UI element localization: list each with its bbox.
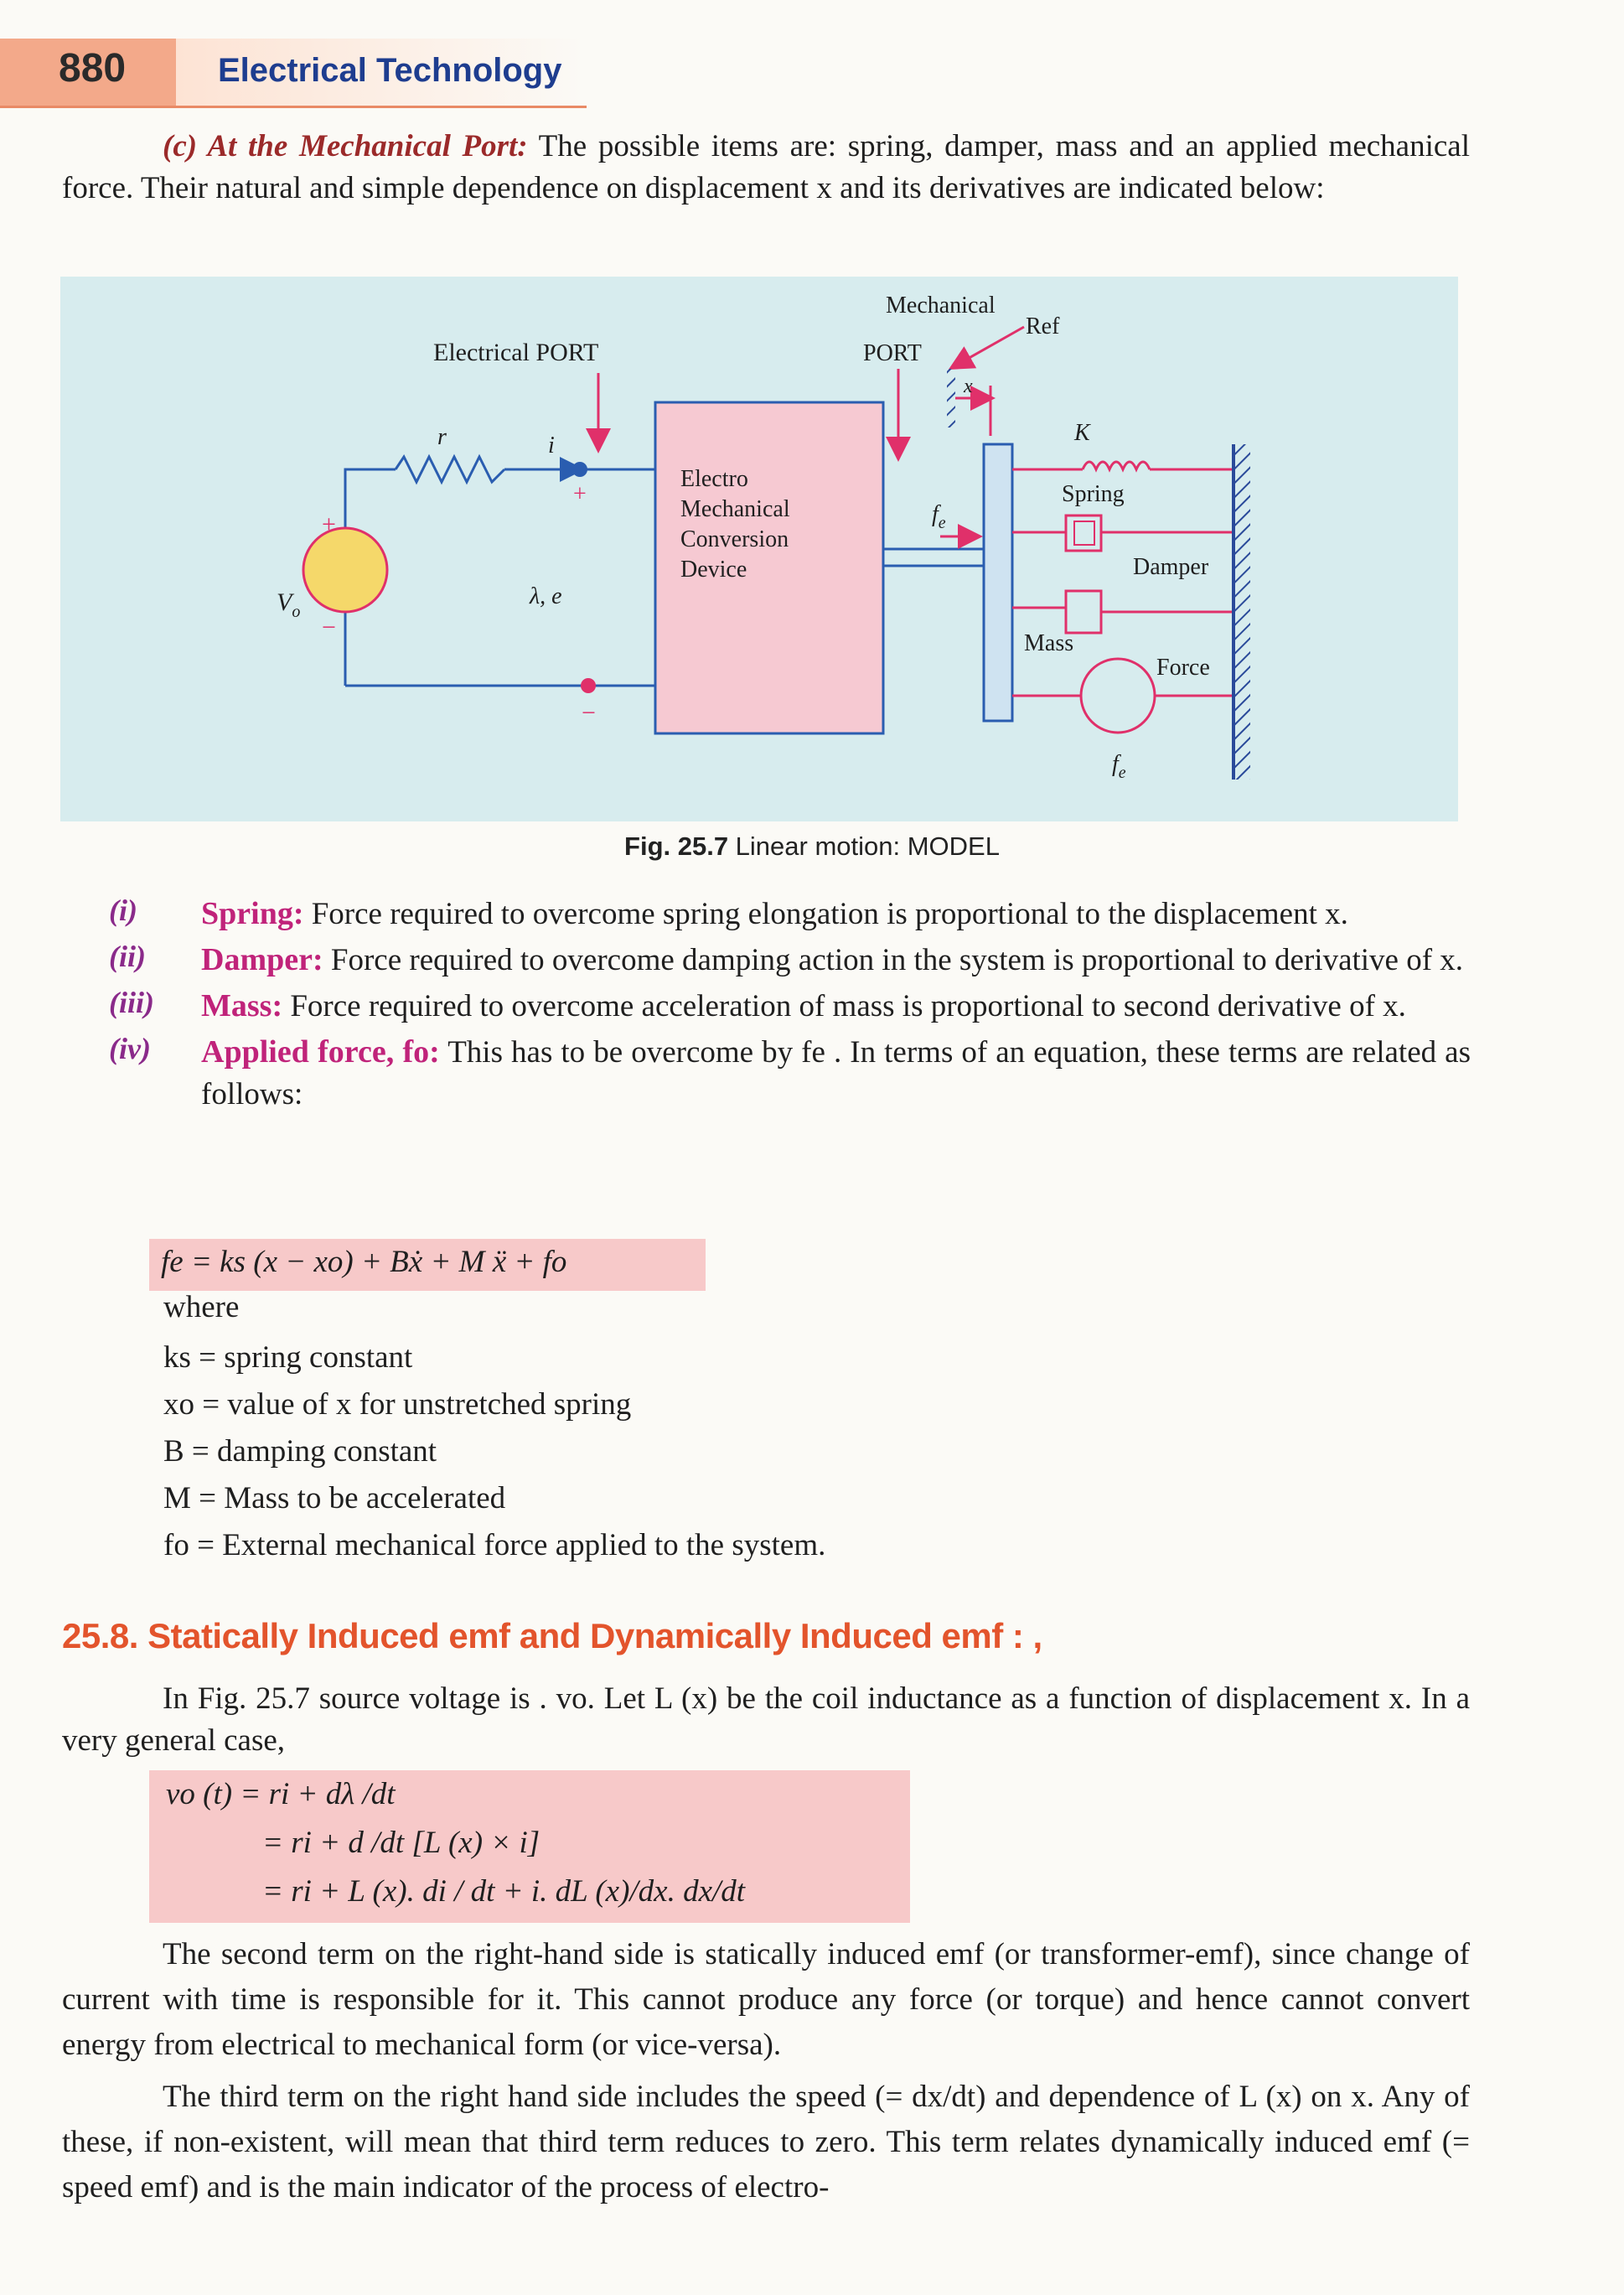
electrical-port-label: Electrical PORT: [433, 339, 599, 366]
section-paragraph-3: The third term on the right hand side includes the speed (= dx/dt) and dependence of L (x) on x. Any of these, if non-existent, will mean that third term reduces to zero. This term relates dynamically induced emf (= speed emf) and is the main indicator of the process of electro-: [62, 2080, 1470, 2204]
intro-text: The possible items are: spring, damper, mass and an applied mechanical force. Their natural and simple dependence on displacement x and its derivatives are indicated below:: [62, 129, 1470, 205]
lambda-e-label: λ, e: [530, 583, 562, 609]
minus-left-label: −: [322, 614, 336, 641]
k-label: K: [1074, 420, 1090, 446]
fe-bottom-label: $f_e$: [1112, 751, 1126, 782]
vo-label: $V_o$: [277, 588, 301, 621]
spring-label: Spring: [1062, 481, 1125, 507]
equation-line: = ri + d /dt [L (x) × i]: [262, 1826, 540, 1860]
equation-voltage: [149, 1770, 910, 1923]
definition-item: fo = External mechanical force applied to the system.: [163, 1528, 826, 1562]
running-title: Electrical Technology: [218, 52, 562, 89]
intro-lead: (c) At the Mechanical Port:: [163, 129, 528, 163]
r-label: r: [437, 424, 447, 450]
definition-item: B = damping constant: [163, 1434, 437, 1469]
section-paragraph-1: In Fig. 25.7 source voltage is . vo. Let L (x) be the coil inductance as a function of displacement x. In a very general case,: [62, 1681, 1470, 1758]
ref-label: Ref: [1026, 313, 1060, 339]
items-list: [109, 893, 1471, 1116]
plus-top-label: +: [573, 481, 587, 507]
equation-line: = ri + L (x). di / dt + i. dL (x)/dx. dx/dt: [262, 1874, 746, 1909]
section-paragraph-2: The second term on the right-hand side is statically induced emf (or transformer-emf), since change of current with time is responsible for it. This cannot produce any force (or torque) and hence cannot convert energy from electrical to mechanical form (or vice-versa).: [62, 1937, 1470, 2062]
definition-item: M = Mass to be accelerated: [163, 1481, 506, 1515]
bottom-terminal: [581, 678, 596, 693]
svg-text:Device: Device: [680, 557, 747, 583]
voltage-source: [303, 528, 387, 612]
equation-line: vo (t) = ri + dλ /dt: [166, 1777, 396, 1811]
fe-label: $f_e$: [932, 501, 946, 532]
list-item: (iv) Applied force, fo: This has to be overcome by fe . In terms of an equation, these terms are related as follows:: [109, 1032, 1471, 1111]
figure-caption: Fig. 25.7 Linear motion: MODEL: [624, 831, 1000, 861]
force-label: Force: [1156, 655, 1210, 681]
where-label: where: [163, 1290, 240, 1324]
moving-plate: [984, 444, 1012, 721]
minus-bottom-label: −: [582, 699, 596, 727]
x-label: x: [964, 376, 973, 397]
i-label: i: [548, 433, 555, 458]
port-label: PORT: [863, 340, 922, 366]
list-item: (i) Spring: Force required to overcome spring elongation is proportional to the displacement x.: [109, 894, 1348, 931]
definition-item: xo = value of x for unstretched spring: [163, 1387, 632, 1422]
section-heading: 25.8. Statically Induced emf and Dynamically Induced emf : ,: [62, 1616, 1042, 1655]
intro-paragraph: [62, 126, 1470, 210]
plus-left-label: +: [322, 510, 336, 538]
svg-text:Electro: Electro: [680, 466, 748, 492]
svg-text:Conversion: Conversion: [680, 526, 789, 552]
equation-force: fe = ks (x − xo) + Bẋ + M ẍ + fo: [149, 1239, 706, 1291]
page-number: 880: [59, 46, 127, 91]
list-item: (iii) Mass: Force required to overcome acceleration of mass is proportional to second derivative of x.: [109, 986, 1406, 1023]
ref-hatch: [947, 369, 955, 427]
svg-text:Mechanical: Mechanical: [680, 496, 790, 522]
mass-label: Mass: [1024, 630, 1074, 656]
list-item: (ii) Damper: Force required to overcome damping action in the system is proportional to derivative of x.: [109, 940, 1464, 977]
definitions: [163, 1334, 1337, 1569]
ground-wall: [1235, 444, 1250, 780]
damper-label: Damper: [1133, 554, 1209, 580]
mechanical-label: Mechanical: [886, 293, 996, 319]
definition-item: ks = spring constant: [163, 1340, 413, 1375]
top-terminal: [572, 462, 587, 477]
figure-25-7: [60, 277, 1458, 821]
linear-motion-model-diagram: [60, 277, 1458, 821]
